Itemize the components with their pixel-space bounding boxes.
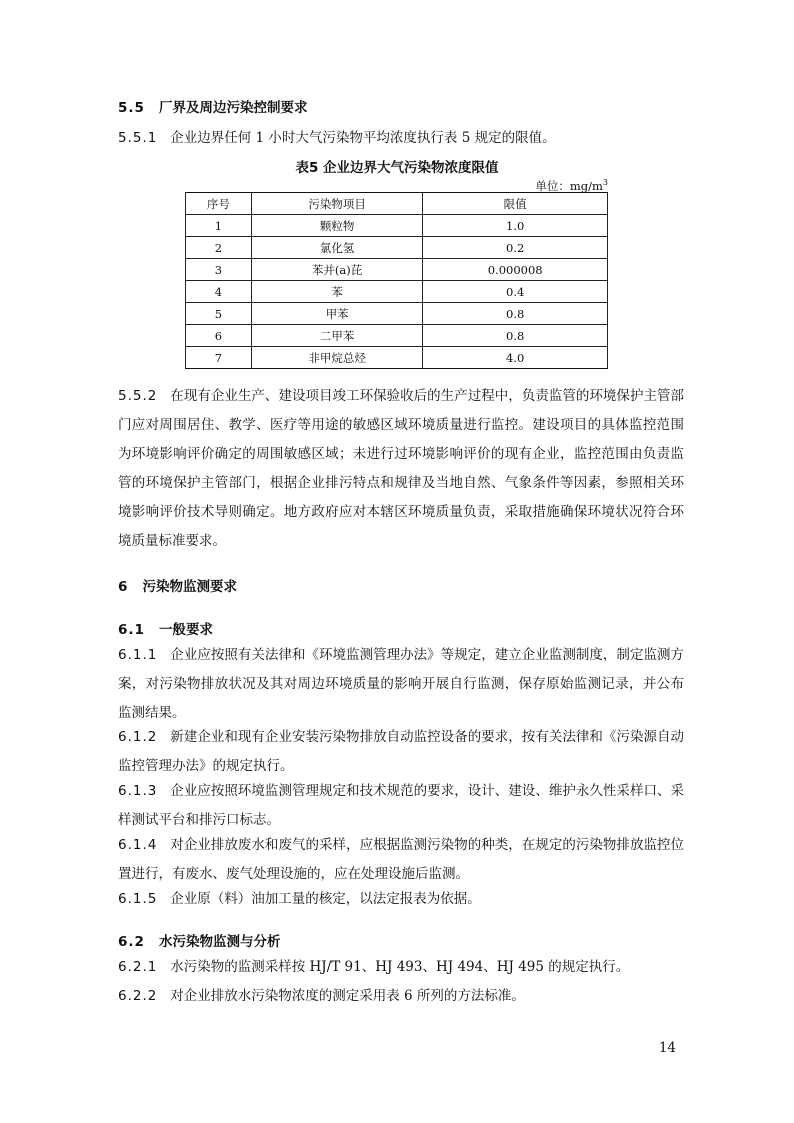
section-number: 6 xyxy=(118,579,129,595)
cell-limit: 0.4 xyxy=(423,281,608,303)
unit-superscript: 3 xyxy=(602,178,608,188)
cell-limit: 0.000008 xyxy=(423,259,608,281)
cell-pollutant: 非甲烷总烃 xyxy=(251,347,423,369)
clause-6-2-1 xyxy=(118,953,684,982)
clause-number: 6.1.1 xyxy=(118,647,158,663)
clause-number: 6.1.5 xyxy=(118,891,158,907)
clause-6-1-1 xyxy=(118,641,684,728)
cell-pollutant: 甲苯 xyxy=(251,303,423,325)
clause-text: 企业边界任何 1 小时大气污染物平均浓度执行表 5 规定的限值。 xyxy=(170,130,556,146)
cell-serial: 5 xyxy=(186,303,252,325)
cell-pollutant: 颗粒物 xyxy=(251,215,423,237)
cell-pollutant: 苯并(a)芘 xyxy=(251,259,423,281)
section-number: 6.1 xyxy=(118,622,145,638)
clause-5-5-1 xyxy=(118,128,556,148)
cell-serial: 4 xyxy=(186,281,252,303)
clause-number: 6.2.2 xyxy=(118,988,158,1004)
section-heading-5-5 xyxy=(118,98,308,118)
clause-number: 5.5.2 xyxy=(118,388,158,404)
section-number: 5.5 xyxy=(118,100,145,116)
cell-limit: 0.8 xyxy=(423,325,608,347)
page-number: 14 xyxy=(658,1040,676,1056)
header-serial: 序号 xyxy=(186,193,252,215)
table-row xyxy=(186,259,608,281)
clause-text: 水污染物的监测采样按 HJ/T 91、HJ 493、HJ 494、HJ 495 的规定执行。 xyxy=(170,959,630,975)
cell-limit: 0.8 xyxy=(423,303,608,325)
table-row xyxy=(186,303,608,325)
clause-number: 6.1.2 xyxy=(118,729,158,745)
table-caption: 表5 企业边界大气污染物浓度限值 xyxy=(295,160,499,176)
table-row xyxy=(186,347,608,369)
cell-pollutant: 二甲苯 xyxy=(251,325,423,347)
section-title: 一般要求 xyxy=(159,622,214,638)
clause-text: 企业应按照有关法律和《环境监测管理办法》等规定，建立企业监测制度，制定监测方案，对污染物排放状况及其对周边环境质量的影响开展自行监测，保存原始监测记录，并公布监测结果。 xyxy=(118,647,685,721)
cell-pollutant: 苯 xyxy=(251,281,423,303)
clause-6-1-3 xyxy=(118,777,684,835)
clause-6-1-5 xyxy=(118,885,684,914)
clause-text: 对企业排放水污染物浓度的测定采用表 6 所列的方法标准。 xyxy=(170,988,525,1004)
clause-6-1-2 xyxy=(118,723,684,781)
cell-serial: 1 xyxy=(186,215,252,237)
cell-pollutant: 氯化氢 xyxy=(251,237,423,259)
clause-text: 对企业排放废水和废气的采样，应根据监测污染物的种类，在规定的污染物排放监控位置进行，有废水、废气处理设施的，应在处理设施后监测。 xyxy=(118,837,685,882)
cell-limit: 1.0 xyxy=(423,215,608,237)
section-heading-6-1 xyxy=(118,620,213,640)
cell-serial: 2 xyxy=(186,237,252,259)
clause-5-5-2 xyxy=(118,382,684,556)
unit-text: 单位：mg/m xyxy=(535,179,603,193)
table-header-row xyxy=(186,193,608,215)
cell-serial: 7 xyxy=(186,347,252,369)
clause-number: 5.5.1 xyxy=(118,130,158,146)
clause-text: 企业应按照环境监测管理规定和技术规范的要求，设计、建设、维护永久性采样口、采样测试平台和排污口标志。 xyxy=(118,783,685,828)
section-title: 污染物监测要求 xyxy=(142,579,238,595)
clause-6-1-4 xyxy=(118,831,684,889)
clause-6-2-2 xyxy=(118,982,684,1011)
clause-number: 6.2.1 xyxy=(118,959,158,975)
table-row xyxy=(186,237,608,259)
clause-text: 在现有企业生产、建设项目竣工环保验收后的生产过程中，负责监管的环境保护主管部门应对周围居住、教学、医疗等用途的敏感区域环境质量进行监控。建设项目的具体监控范围为环境影响评价确定的周围敏感区域；未进行过环境影响评价的现有企业，监控范围由负责监管的环境保护主管部门，根据企业排污特点和规律及当地自然、气象条件等因素，参照相关环境影响评价技术导则确定。地方政府应对本辖区环境质量负责，采取措施确保环境状况符合环境质量标准要求。 xyxy=(118,388,685,549)
cell-serial: 6 xyxy=(186,325,252,347)
section-title: 厂界及周边污染控制要求 xyxy=(159,100,308,116)
cell-limit: 0.2 xyxy=(423,237,608,259)
section-title: 水污染物监测与分析 xyxy=(159,934,281,950)
table-row xyxy=(186,281,608,303)
clause-number: 6.1.4 xyxy=(118,837,158,853)
header-pollutant: 污染物项目 xyxy=(251,193,423,215)
section-number: 6.2 xyxy=(118,934,145,950)
clause-number: 6.1.3 xyxy=(118,783,158,799)
table-row xyxy=(186,325,608,347)
pollutant-limit-table xyxy=(185,192,608,369)
cell-limit: 4.0 xyxy=(423,347,608,369)
table-row xyxy=(186,215,608,237)
cell-serial: 3 xyxy=(186,259,252,281)
clause-text: 新建企业和现有企业安装污染物排放自动监控设备的要求，按有关法律和《污染源自动监控管理办法》的规定执行。 xyxy=(118,729,685,774)
section-heading-6-2 xyxy=(118,932,281,952)
clause-text: 企业原（料）油加工量的核定，以法定报表为依据。 xyxy=(170,891,481,907)
header-limit: 限值 xyxy=(423,193,608,215)
section-heading-6 xyxy=(118,577,237,597)
